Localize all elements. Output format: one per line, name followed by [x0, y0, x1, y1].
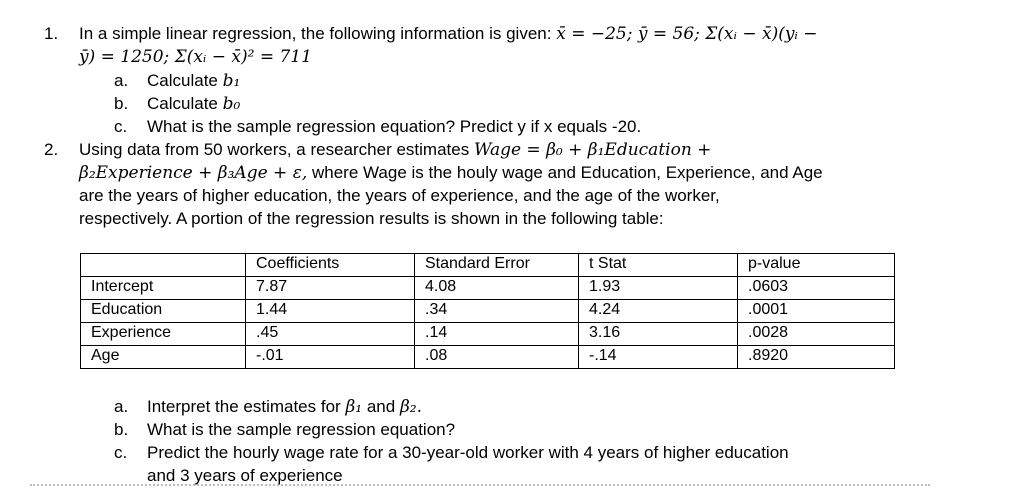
table-cell: .34 — [415, 300, 579, 323]
question-2-line-2 — [79, 162, 823, 184]
table-cell: 1.93 — [579, 277, 738, 300]
question-2-description: where Wage is the houly wage and Education, Experience, and Age — [311, 163, 823, 182]
question-1-line-2: ȳ) = 1250; Σ(xᵢ − x̄)² = 711 — [79, 47, 312, 67]
table-cell: Experience — [81, 323, 246, 346]
cut-off-next-line — [30, 484, 930, 496]
table-cell: -.14 — [579, 346, 738, 369]
regression-results-table — [80, 253, 895, 369]
table-cell: .8920 — [738, 346, 895, 369]
question-1-given-math: x̄ = −25; ȳ = 56; Σ(xᵢ − x̄)(yᵢ − — [556, 24, 818, 44]
q1-part-b-text — [147, 93, 240, 115]
table-row — [81, 300, 895, 323]
question-2-intro: Using data from 50 workers, a researcher estimates — [79, 140, 470, 159]
q2-part-a-words: Interpret the estimates for — [147, 397, 341, 416]
q1-part-a-label: a. — [114, 71, 129, 90]
q2-part-c-text-2: and 3 years of experience — [147, 466, 343, 485]
table-cell: 7.87 — [246, 277, 415, 300]
q1-part-b-label: b. — [114, 94, 129, 113]
q1-part-a-words: Calculate — [147, 71, 218, 90]
question-2-line-4: respectively. A portion of the regression results is shown in the following table: — [79, 209, 664, 228]
table-row — [81, 346, 895, 369]
q1-part-b-words: Calculate — [147, 94, 218, 113]
table-cell: .0001 — [738, 300, 895, 323]
q2-part-a-and: and — [366, 397, 396, 416]
table-cell: .0603 — [738, 277, 895, 300]
table-cell: -.01 — [246, 346, 415, 369]
table-row — [81, 277, 895, 300]
table-header-cell — [81, 254, 246, 277]
question-1-line-1 — [79, 23, 818, 45]
table-cell: .14 — [415, 323, 579, 346]
table-cell: 1.44 — [246, 300, 415, 323]
q1-part-c-text: What is the sample regression equation? Predict y if x equals -20. — [147, 117, 642, 136]
q2-part-a-text — [147, 396, 422, 418]
table-cell: Intercept — [81, 277, 246, 300]
table-cell: 3.16 — [579, 323, 738, 346]
q2-part-a-label: a. — [114, 397, 129, 416]
q2-part-c-text-1: Predict the hourly wage rate for a 30-year-old worker with 4 years of higher education — [147, 443, 789, 462]
question-2-line-1 — [79, 139, 711, 161]
q2-part-b-label: b. — [114, 420, 129, 439]
table-cell: Age — [81, 346, 246, 369]
question-2-model-math-2: β₂Experience + β₃Age + ε, — [79, 163, 308, 183]
table-header-cell: Standard Error — [415, 254, 579, 277]
table-cell: Education — [81, 300, 246, 323]
table-header-cell: p-value — [738, 254, 895, 277]
question-2-line-3: are the years of higher education, the years of experience, and the age of the worker, — [79, 186, 720, 205]
table-header-cell: Coefficients — [246, 254, 415, 277]
table-cell: 4.24 — [579, 300, 738, 323]
q2-part-c-label: c. — [114, 443, 128, 462]
table-cell: .0028 — [738, 323, 895, 346]
table-header-cell: t Stat — [579, 254, 738, 277]
question-2-model-math-1: Wage = β₀ + β₁Education + — [473, 140, 712, 160]
table-cell: .08 — [415, 346, 579, 369]
q2-part-a-math-1: β₁ — [345, 397, 363, 417]
question-1-intro: In a simple linear regression, the following information is given: — [79, 24, 552, 43]
table-header-row — [81, 254, 895, 277]
q2-part-a-math-2: β₂. — [399, 397, 422, 417]
table-row — [81, 323, 895, 346]
q1-part-c-label: c. — [114, 117, 128, 136]
q2-part-b-text: What is the sample regression equation? — [147, 420, 456, 439]
question-1-number: 1. — [44, 24, 59, 43]
q1-part-b-math: b₀ — [222, 94, 241, 114]
q1-part-a-text — [147, 70, 240, 92]
q1-part-a-math: b₁ — [222, 71, 241, 91]
table-cell: .45 — [246, 323, 415, 346]
table-cell: 4.08 — [415, 277, 579, 300]
question-2-number: 2. — [44, 140, 59, 159]
